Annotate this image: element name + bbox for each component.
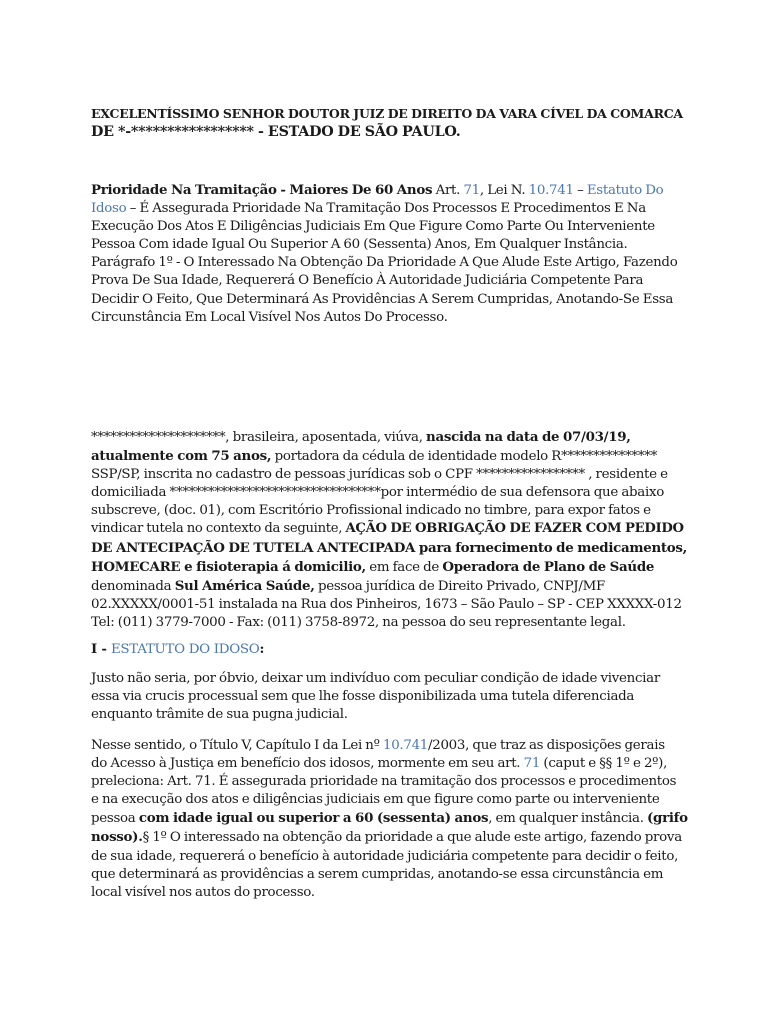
qual-text: denominada (91, 578, 175, 594)
nesse-line-3: preleciona: Art. 71. É assegurada prioridade na tramitação dos processos e procedimentos (91, 774, 677, 790)
nesse-text: Nesse sentido, o Título V, Capítulo I da Lei nº (91, 738, 383, 753)
nesse-line-4: e na execução dos atos e diligências judiciais em que figure como parte ou interveniente (91, 792, 660, 808)
nesse-line-8: que determinará as providências a serem cumpridas, anotando-se essa circunstância em (91, 866, 664, 882)
qual-line-3: SSP/SP, inscrita no cadastro de pessoas jurídicas sob o CPF ***************** , residente e (91, 467, 668, 483)
qual-bold-homecare: HOMECARE e fisioterapia á domicilio, (91, 558, 366, 575)
qual-bold-birthdate: nascida na data de 07/03/19, (426, 429, 631, 445)
qual-bold-operadora: Operadora de Plano de Saúde (442, 558, 655, 575)
priority-bold-lead: Prioridade Na Tramitação - Maiores De 60 Anos (91, 182, 433, 198)
qual-text: em face de (365, 559, 443, 575)
qual-bold-action-cont: DE ANTECIPAÇÃO DE TUTELA ANTECIPADA para fornecimento de medicamentos, (91, 539, 688, 556)
nesse-text: (caput e §§ 1º e 2º), (540, 756, 668, 772)
art-prefix: Art. (432, 183, 464, 198)
priority-line-5: Parágrafo 1º - O Interessado Na Obtenção Da Prioridade A Que Alude Este Artigo, Fazendo (91, 255, 678, 271)
qual-text: portadora da cédula de identidade modelo R*************** (271, 449, 658, 465)
qualification-paragraph (91, 428, 688, 632)
priority-line-4: Pessoa Com idade Igual Ou Superior A 60 (Sessenta) Anos, Em Qualquer Instância. (91, 237, 628, 253)
nesse-text: do Acesso à Justiça em benefício dos idosos, mormente em seu art. (91, 756, 524, 772)
lei-10741-link[interactable]: 10.741 (528, 183, 574, 198)
qual-line-9 (91, 577, 679, 596)
qual-line-1 (91, 428, 679, 447)
priority-line-7: Decidir O Feito, Que Determinará As Providências A Serem Cumpridas, Anotando-Se Essa (91, 291, 674, 307)
section-prefix: I - (91, 641, 111, 657)
nesse-bold-age: com idade igual ou superior a 60 (sessenta) anos (138, 810, 489, 827)
nesse-line-7: de sua idade, requererá o benefício à autoridade judiciária competente para decidir o feito, (91, 848, 679, 864)
qual-text: pessoa jurídica de Direito Privado, CNPJ/MF (314, 578, 605, 594)
priority-line-3: Execução Dos Atos E Diligências Judiciais Em Que Figure Como Parte Ou Interveniente (91, 219, 655, 235)
priority-line-2 (91, 200, 679, 218)
nesse-bold-grifo: (grifo (647, 810, 688, 827)
nesse-text: § 1º O interessado na obtenção da prioridade a que alude este artigo, fazendo prova (142, 830, 682, 846)
qual-line-11: Tel: (011) 3779-7000 - Fax: (011) 3758-8972, na pessoa do seu representante legal. (91, 614, 626, 630)
qual-line-6 (91, 520, 684, 538)
art-71-link[interactable]: 71 (463, 183, 480, 198)
section-heading (91, 640, 679, 659)
priority-line-6: Prova De Sua Idade, Requererá O Benefício À Autoridade Judiciária Competente Para (91, 273, 644, 289)
qual-bold-age: atualmente com 75 anos, (91, 448, 272, 465)
lei-10741-link-2[interactable]: 10.741 (382, 738, 429, 753)
nesse-line-1 (91, 737, 679, 755)
lei-prefix: , Lei N. (479, 183, 529, 198)
priority-line-1 (91, 181, 679, 200)
nesse-line-2 (91, 755, 679, 773)
qual-line-8 (91, 558, 679, 577)
priority-line-2-text: – É Assegurada Prioridade Na Tramitação Dos Processos E Procedimentos E Na (126, 201, 646, 217)
nesse-text: /2003, que traz as disposições gerais (428, 738, 665, 753)
heading-line-1: EXCELENTÍSSIMO SENHOR DOUTOR JUIZ DE DIREITO DA VARA CÍVEL DA COMARCA (91, 106, 683, 121)
court-heading (91, 104, 683, 142)
justo-line-3: enquanto trâmite de sua pugna judicial. (91, 707, 348, 723)
estatuto-do-idoso-link[interactable]: ESTATUTO DO IDOSO (110, 642, 260, 657)
priority-note-paragraph (91, 181, 679, 327)
nesse-text: , em qualquer instância. (488, 811, 648, 827)
qual-line-4: domiciliada *********************************por intermédio de sua defensora que abaixo (91, 485, 664, 501)
nesse-line-9: local visível nos autos do processo. (91, 884, 315, 900)
estatuto-link-part1[interactable]: Estatuto Do (586, 183, 664, 198)
qual-bold-action: AÇÃO DE OBRIGAÇÃO DE FAZER COM PEDIDO (345, 521, 684, 537)
dash: – (573, 183, 587, 198)
qual-line-2 (91, 447, 679, 466)
nesse-text: pessoa (91, 811, 139, 827)
priority-line-8: Circunstância Em Local Visível Nos Autos Do Processo. (91, 309, 448, 325)
qual-line-5: subscreve, (doc. 01), com Escritório Profissional indicado no timbre, para expor fatos e (91, 503, 651, 519)
nesse-paragraph (91, 737, 688, 902)
justo-paragraph (91, 670, 679, 724)
justo-line-1: Justo não seria, por óbvio, deixar um indivíduo com peculiar condição de idade vivenciar (91, 671, 660, 686)
estatuto-link-part2[interactable]: Idoso (91, 201, 127, 217)
qual-line-10: 02.XXXXX/0001-51 instalada na Rua dos Pinheiros, 1673 – São Paulo – SP - CEP XXXXX-012 (91, 596, 682, 612)
nesse-line-6 (91, 828, 682, 847)
art-71-link-2[interactable]: 71 (523, 756, 541, 772)
nesse-line-5 (91, 809, 688, 828)
qual-bold-company: Sul América Saúde, (174, 577, 315, 594)
qual-line-7 (91, 539, 688, 558)
nesse-bold-nosso: nosso). (91, 829, 143, 846)
heading-line-2: DE *-***************** - ESTADO DE SÃO PAULO. (91, 124, 461, 140)
qual-text: *********************, brasileira, aposentada, viúva, (91, 430, 427, 445)
qual-text: vindicar tutela no contexto da seguinte, (91, 521, 346, 537)
section-suffix: : (259, 641, 265, 657)
justo-line-2: essa via crucis processual sem que lhe fosse disponibilizada uma tutela diferenciada (91, 689, 635, 705)
